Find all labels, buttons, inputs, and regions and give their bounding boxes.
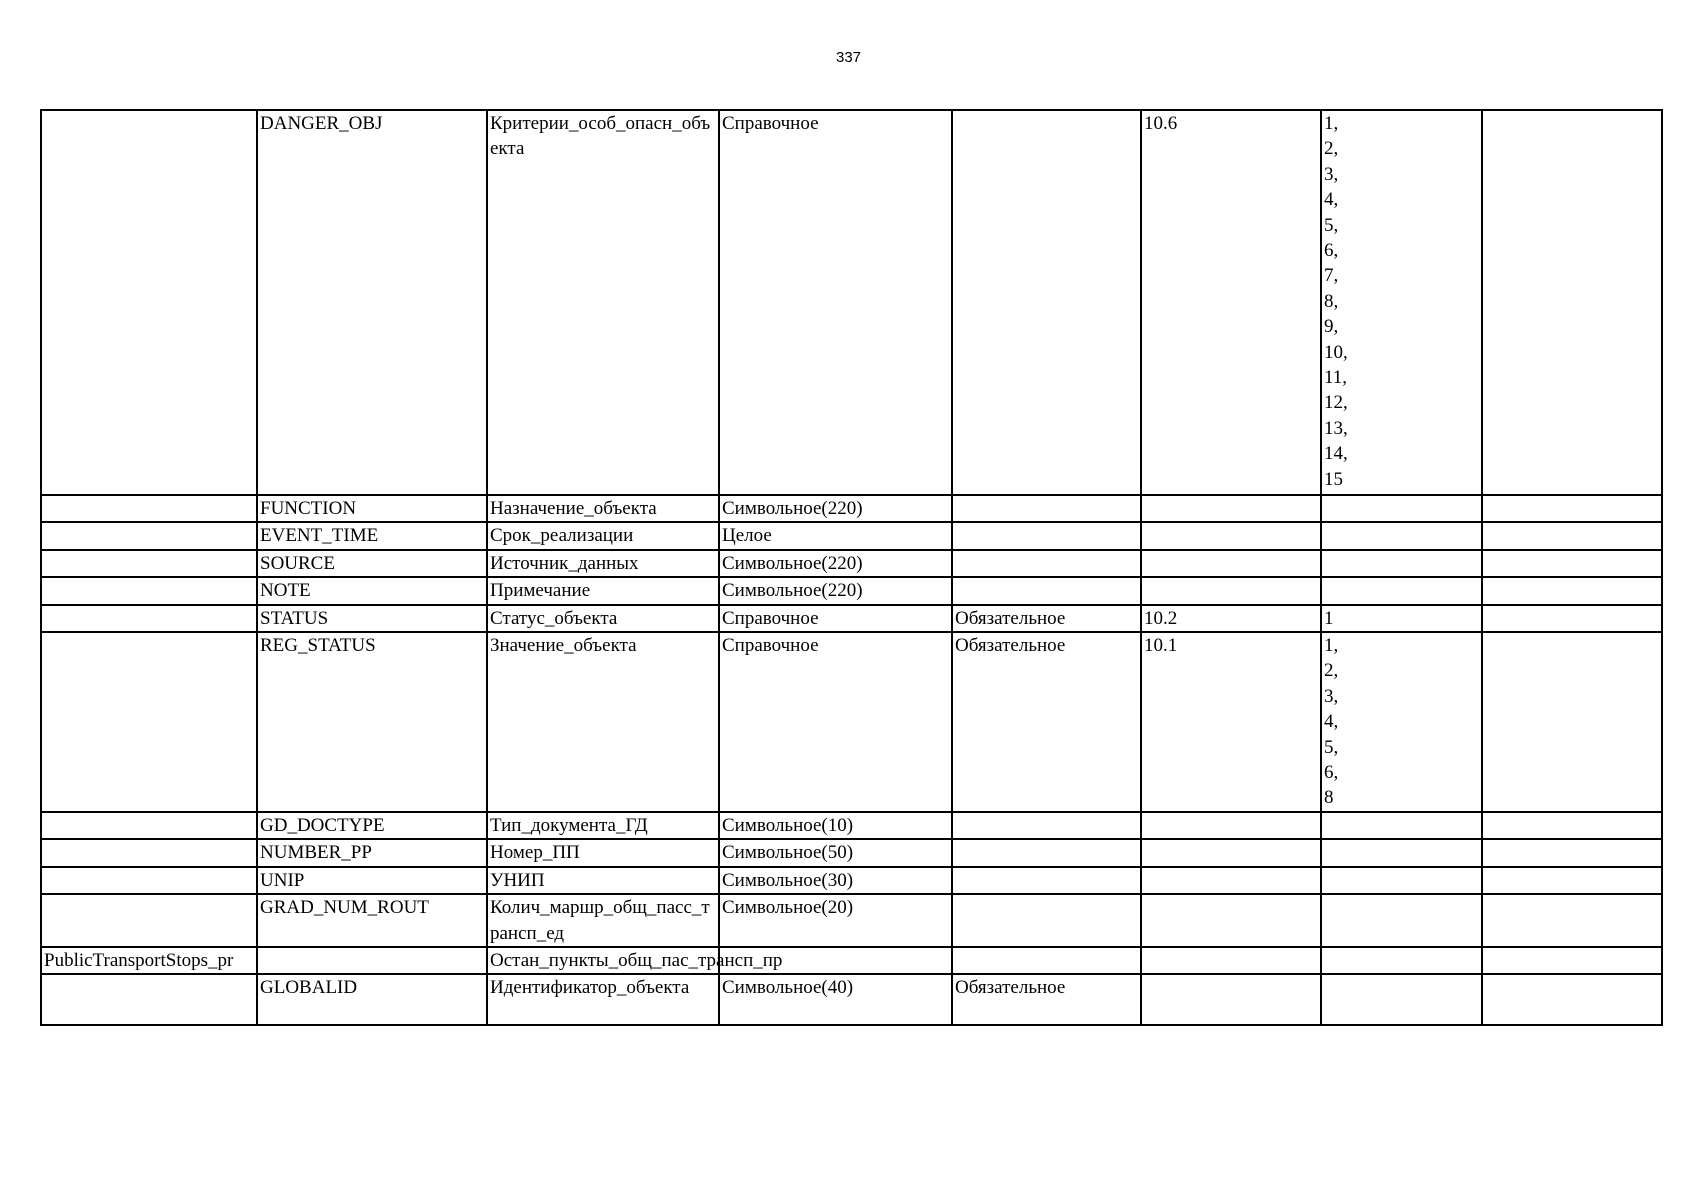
note-cell [1482,605,1662,632]
note-cell [1482,632,1662,812]
field-type-cell: Символьное(10) [719,812,952,839]
layer-name-cell [41,577,257,604]
note-cell [1482,947,1662,974]
values-cell [1321,894,1482,947]
layer-name-cell [41,632,257,812]
table-row [41,577,1662,604]
field-alias-cell: Назначение_объекта [487,495,719,522]
table-row [41,867,1662,894]
table-row [41,110,1662,495]
layer-name-cell [41,894,257,947]
values-cell [1321,839,1482,866]
values-cell: 1, 2, 3, 4, 5, 6, 7, 8, 9, 10, 11, 12, 13, 14, 15 [1321,110,1482,495]
layer-name-cell [41,495,257,522]
values-cell [1321,577,1482,604]
field-name-cell: DANGER_OBJ [257,110,487,495]
note-cell [1482,522,1662,549]
required-cell [952,839,1141,866]
field-alias-cell: Номер_ПП [487,839,719,866]
values-cell [1321,495,1482,522]
field-alias-cell: Остан_пункты_общ_пас_трансп_пр [487,947,719,974]
field-alias-cell: Колич_маршр_общ_пасс_трансп_ед [487,894,719,947]
field-alias-cell: Идентификатор_объекта [487,974,719,1025]
values-cell [1321,947,1482,974]
note-cell [1482,110,1662,495]
field-alias-cell: УНИП [487,867,719,894]
required-cell [952,867,1141,894]
field-alias-cell: Источник_данных [487,550,719,577]
layer-name-cell [41,974,257,1025]
table-row [41,894,1662,947]
table-row [41,522,1662,549]
values-cell [1321,522,1482,549]
required-cell [952,812,1141,839]
values-cell [1321,550,1482,577]
field-name-cell: UNIP [257,867,487,894]
values-cell [1321,812,1482,839]
required-cell [952,550,1141,577]
reference-cell: 10.1 [1141,632,1321,812]
field-name-cell: NUMBER_PP [257,839,487,866]
field-type-cell: Символьное(20) [719,894,952,947]
table-row [41,605,1662,632]
note-cell [1482,867,1662,894]
reference-cell [1141,812,1321,839]
field-type-cell: Символьное(30) [719,867,952,894]
field-alias-cell: Срок_реализации [487,522,719,549]
table-row [41,947,1662,974]
field-name-cell: SOURCE [257,550,487,577]
field-alias-cell: Критерии_особ_опасн_объекта [487,110,719,495]
field-name-cell: GD_DOCTYPE [257,812,487,839]
required-cell [952,577,1141,604]
field-name-cell: STATUS [257,605,487,632]
reference-cell [1141,947,1321,974]
field-type-cell: Символьное(220) [719,550,952,577]
layer-name-cell [41,110,257,495]
reference-cell: 10.2 [1141,605,1321,632]
note-cell [1482,839,1662,866]
field-name-cell: FUNCTION [257,495,487,522]
field-name-cell: GLOBALID [257,974,487,1025]
field-alias-cell: Примечание [487,577,719,604]
page-number: 337 [835,49,862,66]
table-row [41,550,1662,577]
values-cell [1321,867,1482,894]
field-type-cell: Символьное(40) [719,974,952,1025]
attribute-table [40,109,1663,1026]
field-alias-cell: Статус_объекта [487,605,719,632]
field-type-cell: Справочное [719,632,952,812]
field-type-cell: Справочное [719,110,952,495]
required-cell [952,495,1141,522]
required-cell [952,110,1141,495]
field-alias-cell: Значение_объекта [487,632,719,812]
layer-name-cell [41,550,257,577]
required-cell [952,947,1141,974]
values-cell: 1 [1321,605,1482,632]
field-type-cell: Символьное(50) [719,839,952,866]
field-type-cell: Символьное(220) [719,495,952,522]
field-name-cell: REG_STATUS [257,632,487,812]
field-name-cell: EVENT_TIME [257,522,487,549]
layer-name-cell [41,605,257,632]
note-cell [1482,495,1662,522]
reference-cell [1141,839,1321,866]
field-name-cell: GRAD_NUM_ROUT [257,894,487,947]
table-row [41,632,1662,812]
required-cell [952,522,1141,549]
note-cell [1482,812,1662,839]
field-type-cell: Справочное [719,605,952,632]
layer-name-cell [41,839,257,866]
reference-cell: 10.6 [1141,110,1321,495]
values-cell: 1, 2, 3, 4, 5, 6, 8 [1321,632,1482,812]
note-cell [1482,974,1662,1025]
note-cell [1482,894,1662,947]
required-cell [952,894,1141,947]
table-row [41,839,1662,866]
reference-cell [1141,577,1321,604]
layer-name-cell: PublicTransportStops_pr [41,947,257,974]
field-type-cell: Целое [719,522,952,549]
table-row [41,812,1662,839]
reference-cell [1141,974,1321,1025]
layer-name-cell [41,522,257,549]
values-cell [1321,974,1482,1025]
table-row [41,974,1662,1025]
reference-cell [1141,867,1321,894]
layer-name-cell [41,812,257,839]
note-cell [1482,577,1662,604]
table-row [41,495,1662,522]
field-alias-cell: Тип_документа_ГД [487,812,719,839]
field-name-cell [257,947,487,974]
reference-cell [1141,522,1321,549]
field-type-cell: Символьное(220) [719,577,952,604]
layer-name-cell [41,867,257,894]
reference-cell [1141,550,1321,577]
required-cell: Обязательное [952,605,1141,632]
note-cell [1482,550,1662,577]
reference-cell [1141,495,1321,522]
reference-cell [1141,894,1321,947]
field-name-cell: NOTE [257,577,487,604]
required-cell: Обязательное [952,974,1141,1025]
required-cell: Обязательное [952,632,1141,812]
